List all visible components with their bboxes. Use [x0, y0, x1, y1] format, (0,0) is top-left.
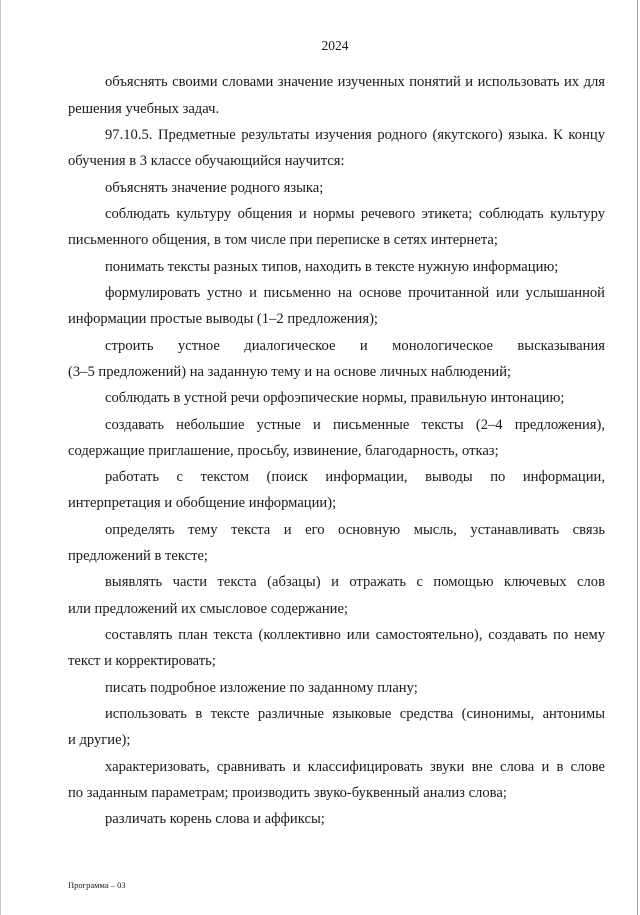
text-line: писать подробное изложение по заданному плану; [105, 680, 418, 696]
text-line: соблюдать в устной речи орфоэпические нормы, правильную интонацию; [105, 390, 565, 406]
text-line: обучения в 3 классе обучающийся научится: [68, 153, 345, 169]
footer-label: Программа – 03 [68, 880, 126, 890]
text-line: (3–5 предложений) на заданную тему и на основе личных наблюдений; [68, 364, 512, 380]
text-line: соблюдать культуру общения и нормы речевого этикета; соблюдать культуру [105, 206, 605, 222]
text-line: содержащие приглашение, просьбу, извинение, благодарность, отказ; [68, 443, 499, 459]
text-line: работать с текстом (поиск информации, выводы по информации, [105, 469, 605, 485]
scan-edge-right [637, 0, 638, 915]
text-line: определять тему текста и его основную мысль, устанавливать связь [105, 522, 605, 538]
text-line: 97.10.5. Предметные результаты изучения родного (якутского) языка. К концу [105, 127, 605, 143]
text-line: решения учебных задач. [68, 101, 220, 117]
text-line: предложений в тексте; [68, 548, 208, 564]
page-number: 2024 [321, 38, 349, 53]
text-line: строить устное диалогическое и монологическое высказывания [105, 338, 605, 354]
text-line: интерпретация и обобщение информации); [68, 495, 337, 511]
text-line: характеризовать, сравнивать и классифицировать звуки вне слова и в слове [105, 759, 605, 775]
text-line: формулировать устно и письменно на основе прочитанной или услышанной [105, 285, 605, 301]
text-line: информации простые выводы (1–2 предложения); [68, 311, 378, 327]
text-line: создавать небольшие устные и письменные тексты (2–4 предложения), [105, 417, 605, 433]
text-line: использовать в тексте различные языковые средства (синонимы, антонимы [105, 706, 605, 722]
text-line: понимать тексты разных типов, находить в тексте нужную информацию; [105, 259, 559, 275]
text-line: объяснять своими словами значение изученных понятий и использовать их для [105, 74, 605, 90]
text-line: по заданным параметрам; производить звуко-буквенный анализ слова; [68, 785, 507, 801]
text-line: письменного общения, в том числе при переписке в сетях интернета; [68, 232, 498, 248]
text-line: текст и корректировать; [68, 653, 216, 669]
text-line: различать корень слова и аффиксы; [105, 811, 325, 827]
text-line: составлять план текста (коллективно или самостоятельно), создавать по нему [105, 627, 605, 643]
text-line: объяснять значение родного языка; [105, 180, 324, 196]
text-line: или предложений их смысловое содержание; [68, 601, 349, 617]
text-line: и другие); [68, 732, 131, 748]
text-line: выявлять части текста (абзацы) и отражать с помощью ключевых слов [105, 574, 605, 590]
scan-edge-left [0, 0, 1, 915]
